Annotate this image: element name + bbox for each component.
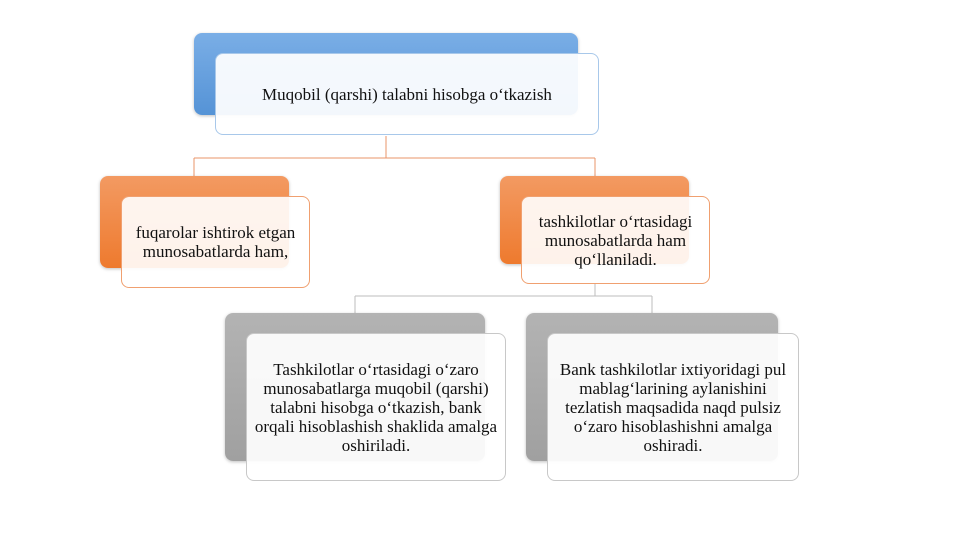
leaf-left-text: Tashkilotlar o‘rtasidagi o‘zaro munosabatlarga muqobil (qarshi) talabni hisobga o‘tkazish, bank orqali hisoblashish shaklida amalga oshiriladi. bbox=[254, 359, 498, 455]
right-branch-text: tashkilotlar o‘rtasidagi munosabatlarda ham qo‘llaniladi. bbox=[538, 211, 693, 269]
right-branch-node bbox=[521, 196, 710, 284]
leaf-right-node bbox=[547, 333, 799, 481]
left-branch-text: fuqarolar ishtirok etgan munosabatlarda ham, bbox=[135, 223, 296, 261]
root-node bbox=[215, 53, 599, 135]
leaf-left-node bbox=[246, 333, 506, 481]
leaf-right-text: Bank tashkilotlar ixtiyoridagi pul mablag‘larining aylanishini tezlatish maqsadida naqd pulsiz o‘zaro hisoblashishni amalga oshiradi. bbox=[559, 359, 787, 455]
left-branch-node bbox=[121, 196, 310, 288]
root-node-text: Muqobil (qarshi) talabni hisobga o‘tkazish bbox=[262, 84, 552, 104]
